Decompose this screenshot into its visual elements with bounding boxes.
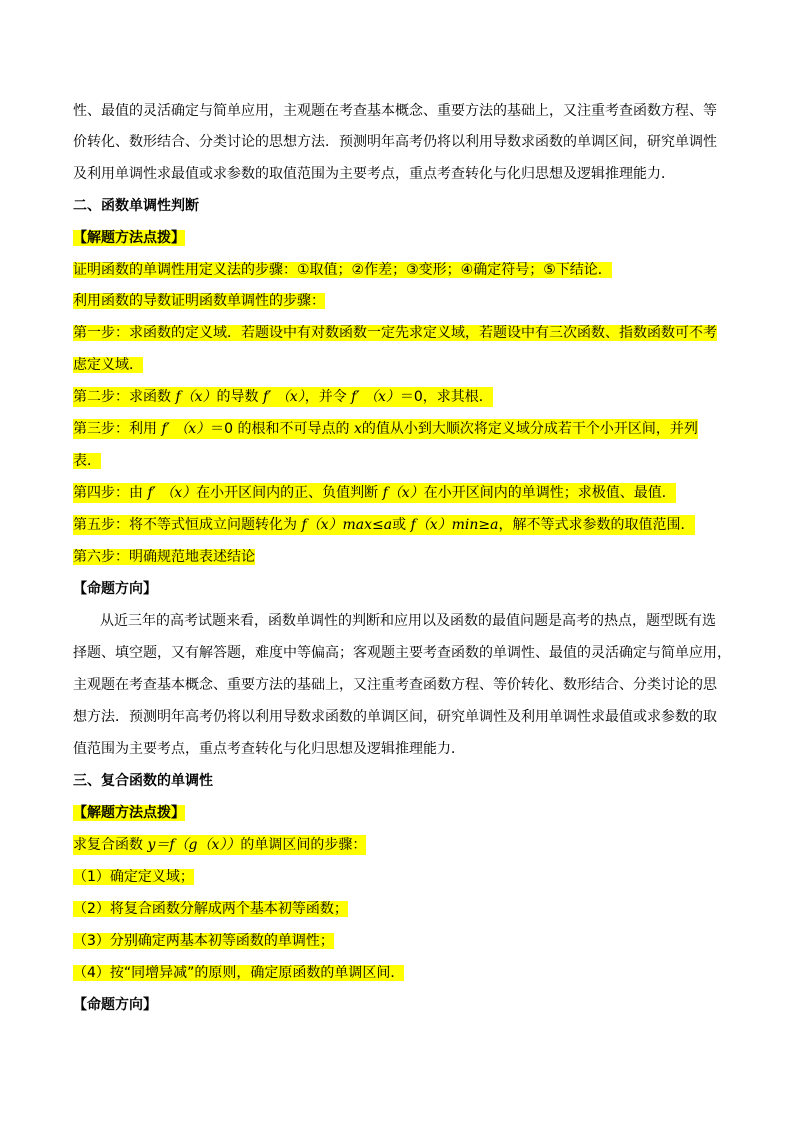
step-3-x: x bbox=[353, 421, 362, 437]
intro-line-2: 价转化、数形结合、分类讨论的思想方法．预测明年高考仍将以利用导数求函数的单调区间，研究单调性 bbox=[73, 134, 717, 150]
step-2-text-b: 的导数 bbox=[216, 389, 263, 405]
section-3-heading: 三、复合函数的单调性 bbox=[73, 773, 213, 789]
step-5 bbox=[73, 515, 695, 535]
composite-step-4: （4）按“同增异减”的原则，确定原函数的单调区间． bbox=[73, 965, 405, 981]
composite-intro-text-b: 的单调区间的步骤： bbox=[240, 837, 367, 853]
step-2-fprime: f′ （x） bbox=[262, 389, 305, 405]
step-2 bbox=[73, 387, 493, 407]
step-3-fprime: f′ （x） bbox=[161, 421, 211, 437]
step-4-fx: f（x） bbox=[382, 485, 424, 501]
definition-steps: 证明函数的单调性用定义法的步骤：①取值；②作差；③变形；④确定符号；⑤下结论． bbox=[73, 262, 612, 278]
step-1-line-1: 第一步：求函数的定义域．若题设中有对数函数一定先求定义域，若题设中有三次函数、指数函数可不考 bbox=[73, 325, 717, 341]
step-3-text-a: 第三步：利用 bbox=[73, 421, 162, 437]
direction-line-5: 值范围为主要考点，重点考查转化与化归思想及逻辑推理能力． bbox=[73, 741, 465, 757]
direction-line-2: 择题、填空题，又有解答题，难度中等偏高；客观题主要考查函数的单调性、最值的灵活确定与简单应用， bbox=[73, 645, 731, 661]
section-3-tip-title: 【解题方法点拨】 bbox=[73, 805, 185, 821]
step-4-text-c: 在小开区间内的单调性；求极值、最值． bbox=[423, 485, 676, 501]
step-3-line-2: 表． bbox=[73, 453, 101, 469]
intro-line-3: 及利用单调性求最值或求参数的取值范围为主要考点，重点考查转化与化归思想及逻辑推理能力． bbox=[73, 166, 675, 182]
composite-step-3: （3）分别确定两基本初等函数的单调性； bbox=[73, 933, 334, 949]
step-2-text-a: 第二步：求函数 bbox=[73, 389, 176, 405]
step-6: 第六步：明确规范地表述结论 bbox=[73, 549, 255, 565]
step-3-line-1 bbox=[73, 419, 698, 439]
composite-intro bbox=[73, 835, 366, 855]
step-1-line-2: 虑定义域． bbox=[73, 357, 143, 373]
intro-line-1: 性、最值的灵活确定与简单应用，主观题在考查基本概念、重要方法的基础上，又注重考查函数方程、等 bbox=[73, 103, 717, 119]
composite-formula: y＝f（g（x）） bbox=[147, 837, 241, 853]
step-2-fx: f（x） bbox=[175, 389, 217, 405]
step-2-text-c: ，并令 bbox=[304, 389, 352, 405]
step-4-text-b: 在小开区间内的正、负值判断 bbox=[196, 485, 383, 501]
step-5-max: f（x）max≤a bbox=[301, 517, 393, 533]
direction-line-3: 主观题在考查基本概念、重要方法的基础上，又注重考查函数方程、等价转化、数形结合、分类讨论的思 bbox=[73, 677, 717, 693]
step-5-text-c: ，解不等式求参数的取值范围． bbox=[498, 517, 695, 533]
step-5-min: f（x）min≥a bbox=[410, 517, 499, 533]
composite-step-1: （1）确定定义域； bbox=[73, 869, 194, 885]
direction-line-1: 从近三年的高考试题来看，函数单调性的判断和应用以及函数的最值问题是高考的热点，题型既有选 bbox=[100, 613, 716, 629]
step-3-text-b: ＝0 的根和不可导点的 bbox=[210, 421, 354, 437]
step-2-text-d: ＝0，求其根． bbox=[399, 389, 493, 405]
step-2-fprime-2: f′ （x） bbox=[351, 389, 400, 405]
step-5-text-b: 或 bbox=[392, 517, 411, 533]
step-3-text-c: 的值从小到大顺次将定义域分成若干个小开区间，并列 bbox=[361, 421, 698, 437]
step-4 bbox=[73, 483, 676, 503]
section-3-direction-title: 【命题方向】 bbox=[73, 997, 157, 1013]
step-4-fprime: f′ （x） bbox=[147, 485, 197, 501]
composite-intro-text-a: 求复合函数 bbox=[73, 837, 148, 853]
section-2-direction-title: 【命题方向】 bbox=[73, 581, 157, 597]
step-4-text-a: 第四步：由 bbox=[73, 485, 148, 501]
step-5-text-a: 第五步：将不等式恒成立问题转化为 bbox=[73, 517, 302, 533]
section-2-heading: 二、函数单调性判断 bbox=[73, 198, 199, 214]
section-2-tip-title: 【解题方法点拨】 bbox=[73, 230, 185, 246]
composite-step-2: （2）将复合函数分解成两个基本初等函数； bbox=[73, 901, 348, 917]
direction-line-4: 想方法．预测明年高考仍将以利用导数求函数的单调区间，研究单调性及利用单调性求最值或求参数的取 bbox=[73, 709, 717, 725]
derivative-intro: 利用函数的导数证明函数单调性的步骤： bbox=[73, 293, 325, 309]
